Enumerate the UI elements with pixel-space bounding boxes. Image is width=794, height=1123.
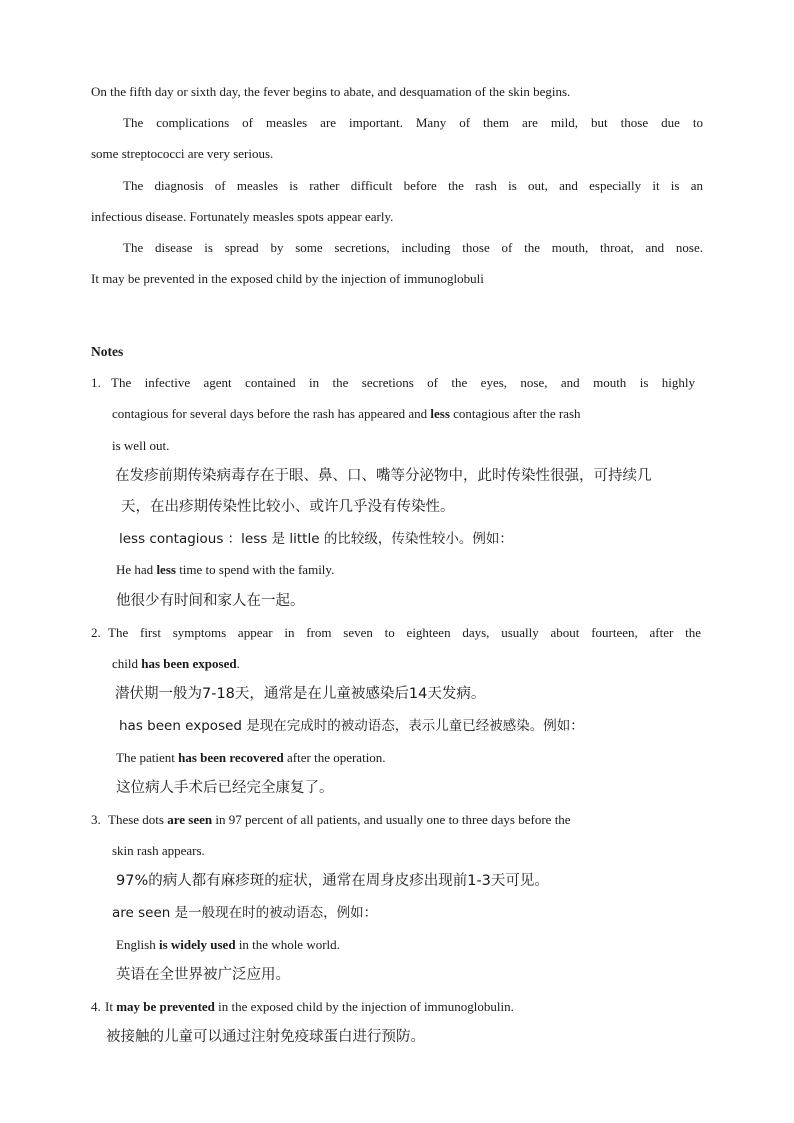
note-2-example-post: after the operation. <box>283 750 386 765</box>
note-2-example-pre: The patient <box>116 750 179 765</box>
intro-paragraph-2-line-2: some streptococci are very serious. <box>91 146 274 161</box>
note-2-number: 2. <box>91 625 101 640</box>
note-1-line-2-post: contagious after the rash <box>449 406 581 421</box>
note-1-example-keyword: less <box>156 562 176 577</box>
note-1-line-2 <box>112 405 581 423</box>
note-2-explanation: has been exposed 是现在完成时的被动语态，表示儿童已经被感染。例如： <box>119 718 584 734</box>
note-4-number: 4. <box>91 999 101 1014</box>
note-1-keyword: less <box>430 406 450 421</box>
note-3-example-pre: English <box>116 937 159 952</box>
note-4-line-1-post: in the exposed child by the injection of immunoglobulin. <box>214 999 514 1014</box>
note-3-line-1-post: in 97 percent of all patients, and usually one to three days before the <box>212 812 571 827</box>
note-1-line-3: is well out. <box>112 438 170 453</box>
note-2-example-en <box>116 749 386 767</box>
note-4-line-1 <box>105 998 514 1016</box>
note-3-line-2: skin rash appears. <box>112 843 205 858</box>
note-3-explanation: are seen 是一般现在时的被动语态，例如： <box>112 905 378 921</box>
intro-paragraph-3-line-1: The diagnosis of measles is rather difficult before the rash is out, and especially it is an <box>123 178 703 193</box>
note-3-example-post: in the whole world. <box>235 937 340 952</box>
note-4-translation: 被接触的儿童可以通过注射免疫球蛋白进行预防。 <box>106 1029 425 1045</box>
note-1-translation-line-1: 在发疹前期传染病毒存在于眼、鼻、口、嘴等分泌物中，此时传染性很强，可持续几 <box>115 468 652 484</box>
intro-paragraph-2-line-1: The complications of measles are important. Many of them are mild, but those due to <box>123 115 703 130</box>
note-3-example-en <box>116 936 340 954</box>
intro-paragraph-4-line-1: The disease is spread by some secretions, including those of the mouth, throat, and nose. <box>123 240 703 255</box>
intro-paragraph-4-line-2: It may be prevented in the exposed child by the injection of immunoglobuli <box>91 271 484 286</box>
note-1-example-en <box>116 561 334 579</box>
note-3-line-1-pre: These dots <box>108 812 168 827</box>
note-2-keyword: has been exposed <box>141 656 237 671</box>
note-1-example-pre: He had <box>116 562 157 577</box>
note-2-line-1: The first symptoms appear in from seven to eighteen days, usually about fourteen, after the <box>108 625 701 640</box>
note-1-line-2-pre: contagious for several days before the rash has appeared and <box>112 406 431 421</box>
note-2-line-2-post: . <box>236 656 240 671</box>
note-3-example-zh: 英语在全世界被广泛应用。 <box>116 967 290 983</box>
note-3-translation: 97%的病人都有麻疹斑的症状，通常在周身皮疹出现前1-3天可见。 <box>116 873 549 889</box>
note-2-line-2 <box>112 655 240 673</box>
note-3-keyword: are seen <box>167 812 213 827</box>
note-2-translation: 潜伏期一般为7-18天，通常是在儿童被感染后14天发病。 <box>115 686 486 702</box>
note-4-line-1-pre: It <box>105 999 117 1014</box>
note-1-explanation: less contagious ：less 是 little 的比较级，传染性较小。例如： <box>119 531 513 547</box>
note-2-line-2-pre: child <box>112 656 142 671</box>
note-1-example-zh: 他很少有时间和家人在一起。 <box>116 593 305 609</box>
note-3-example-keyword: is widely used <box>158 937 236 952</box>
note-4-keyword: may be prevented <box>116 999 215 1014</box>
note-3-number: 3. <box>91 812 101 827</box>
note-2-example-zh: 这位病人手术后已经完全康复了。 <box>116 780 334 796</box>
note-1-line-1: The infective agent contained in the secretions of the eyes, nose, and mouth is highly <box>111 375 695 390</box>
note-2-example-keyword: has been recovered <box>178 750 284 765</box>
intro-paragraph-1: On the fifth day or sixth day, the fever begins to abate, and desquamation of the skin begins. <box>91 84 571 99</box>
note-3-line-1 <box>108 811 571 829</box>
notes-heading: Notes <box>91 344 124 359</box>
note-1-translation-line-2: 天，在出疹期传染性比较小、或许几乎没有传染性。 <box>121 499 455 515</box>
note-1-example-post: time to spend with the family. <box>175 562 335 577</box>
intro-paragraph-3-line-2: infectious disease. Fortunately measles spots appear early. <box>91 209 394 224</box>
note-1-number: 1. <box>91 375 101 390</box>
